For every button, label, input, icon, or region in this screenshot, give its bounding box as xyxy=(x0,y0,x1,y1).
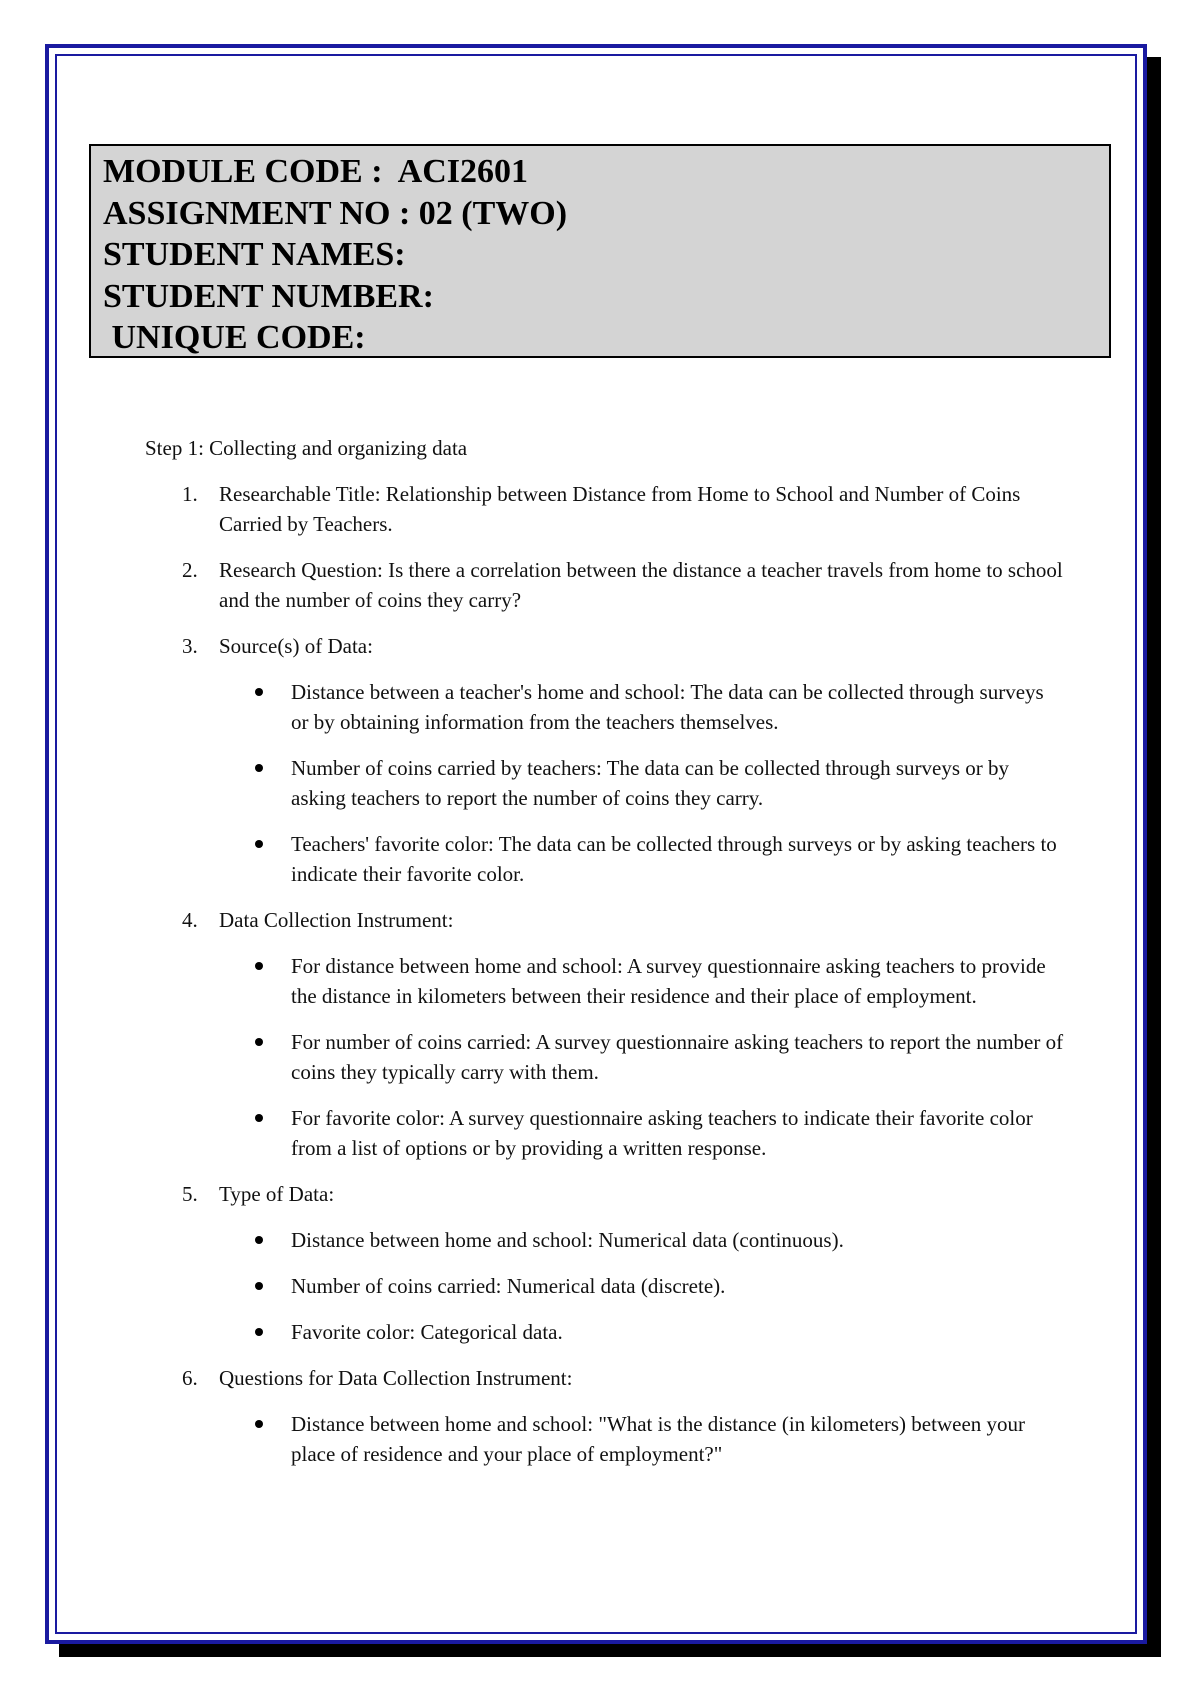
list-item xyxy=(145,555,1065,615)
bullet-text: Distance between home and school: "What is the distance (in kilometers) between your place of residence and your place of employment?" xyxy=(291,1412,1026,1466)
unique-code-line: UNIQUE CODE: xyxy=(103,319,366,356)
bullet-item xyxy=(219,1271,1065,1301)
bullet-text: Distance between a teacher's home and school: The data can be collected through surveys or by obtaining information from the teachers themselves. xyxy=(291,680,1044,734)
bullet-icon xyxy=(255,764,263,772)
bullet-list xyxy=(219,1409,1065,1469)
student-number-line: STUDENT NUMBER: xyxy=(103,277,434,315)
cover-header-box xyxy=(89,144,1111,358)
bullet-icon xyxy=(255,1038,263,1046)
list-item xyxy=(145,1363,1065,1469)
list-item-text: Questions for Data Collection Instrument: xyxy=(219,1366,573,1390)
bullet-list xyxy=(219,1225,1065,1347)
document-body xyxy=(145,433,1065,1485)
student-names-line: STUDENT NAMES: xyxy=(103,236,406,273)
bullet-text: Favorite color: Categorical data. xyxy=(291,1320,563,1344)
bullet-item xyxy=(219,677,1065,737)
bullet-icon xyxy=(255,688,263,696)
list-item-text: Research Question: Is there a correlation between the distance a teacher travels from home to school and the number of coins they carry? xyxy=(219,558,1063,612)
bullet-icon xyxy=(255,840,263,848)
assignment-number-line: ASSIGNMENT NO : 02 (TWO) xyxy=(103,194,568,232)
bullet-text: Number of coins carried: Numerical data (discrete). xyxy=(291,1274,726,1298)
bullet-text: Number of coins carried by teachers: The data can be collected through surveys or by asking teachers to report the number of coins they carry. xyxy=(291,756,1010,810)
list-item-text: Researchable Title: Relationship between Distance from Home to School and Number of Coins Carried by Teachers. xyxy=(219,482,1021,536)
bullet-item xyxy=(219,753,1065,813)
bullet-item xyxy=(219,1225,1065,1255)
bullet-text: Teachers' favorite color: The data can be collected through surveys or by asking teachers to indicate their favorite color. xyxy=(291,832,1057,886)
bullet-text: For distance between home and school: A survey questionnaire asking teachers to provide the distance in kilometers between their residence and their place of employment. xyxy=(291,954,1046,1008)
bullet-item xyxy=(219,829,1065,889)
list-item-text: Data Collection Instrument: xyxy=(219,908,454,932)
list-item xyxy=(145,631,1065,889)
bullet-list xyxy=(219,677,1065,889)
bullet-icon xyxy=(255,1328,263,1336)
bullet-icon xyxy=(255,962,263,970)
bullet-item xyxy=(219,1027,1065,1087)
bullet-text: For number of coins carried: A survey questionnaire asking teachers to report the number of coins they typically carry with them. xyxy=(291,1030,1064,1084)
list-item-number: 3. xyxy=(182,634,198,658)
bullet-item xyxy=(219,951,1065,1011)
bullet-icon xyxy=(255,1236,263,1244)
bullet-text: Distance between home and school: Numerical data (continuous). xyxy=(291,1228,844,1252)
bullet-item xyxy=(219,1317,1065,1347)
bullet-item xyxy=(219,1409,1065,1469)
list-item-text: Type of Data: xyxy=(219,1182,335,1206)
list-item-number: 1. xyxy=(182,482,198,506)
step-heading: Step 1: Collecting and organizing data xyxy=(145,436,468,460)
numbered-list xyxy=(145,479,1065,1469)
list-item-number: 5. xyxy=(182,1182,198,1206)
bullet-text: For favorite color: A survey questionnaire asking teachers to indicate their favorite color from a list of options or by providing a written response. xyxy=(291,1106,1033,1160)
list-item-number: 4. xyxy=(182,908,198,932)
bullet-icon xyxy=(255,1282,263,1290)
list-item xyxy=(145,905,1065,1163)
list-item xyxy=(145,1179,1065,1347)
bullet-icon xyxy=(255,1114,263,1122)
list-item xyxy=(145,479,1065,539)
bullet-item xyxy=(219,1103,1065,1163)
bullet-list xyxy=(219,951,1065,1163)
list-item-text: Source(s) of Data: xyxy=(219,634,373,658)
list-item-number: 2. xyxy=(182,558,198,582)
list-item-number: 6. xyxy=(182,1366,198,1390)
module-code-line: MODULE CODE : ACI2601 xyxy=(103,153,529,190)
bullet-icon xyxy=(255,1420,263,1428)
